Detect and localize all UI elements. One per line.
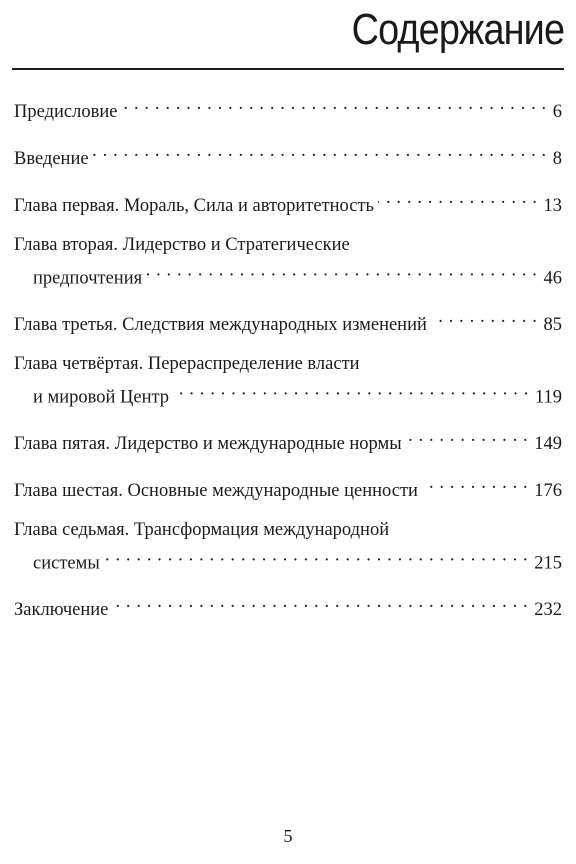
toc-entry-title: Глава пятая. Лидерство и международные нормы bbox=[14, 433, 402, 455]
toc-entry-introduction bbox=[14, 139, 562, 173]
toc-entry-page: 149 bbox=[534, 433, 562, 455]
toc-entry-page: 46 bbox=[543, 268, 562, 289]
toc-entry-page: 13 bbox=[543, 195, 562, 217]
toc-entry-title: Глава первая. Мораль, Сила и авторитетность bbox=[14, 195, 374, 217]
toc-entry-preface bbox=[14, 92, 562, 126]
table-of-contents bbox=[14, 92, 562, 637]
toc-entry-title-line-1: Глава четвёртая. Перераспределение власти bbox=[14, 353, 360, 374]
dot-leader bbox=[173, 377, 529, 403]
toc-entry-title-line-1: Глава седьмая. Трансформация международной bbox=[14, 519, 390, 540]
dot-leader bbox=[121, 92, 546, 118]
toc-entry-chapter-6 bbox=[14, 471, 562, 505]
dot-leader bbox=[406, 424, 529, 450]
toc-entry-page: 6 bbox=[552, 101, 562, 123]
toc-entry-title: Глава третья. Следствия международных изменений bbox=[14, 314, 427, 336]
toc-entry-chapter-2 bbox=[14, 232, 562, 291]
toc-entry-title: Предисловие bbox=[14, 101, 118, 123]
toc-entry-chapter-7 bbox=[14, 517, 562, 576]
toc-entry-page: 215 bbox=[534, 553, 562, 574]
dot-leader bbox=[431, 305, 538, 331]
toc-entry-page: 119 bbox=[534, 387, 562, 408]
toc-entry-chapter-1 bbox=[14, 186, 562, 220]
toc-entry-title-line-2: и мировой Центр bbox=[33, 387, 170, 408]
toc-entry-title-line-1: Глава вторая. Лидерство и Стратегические bbox=[14, 234, 350, 255]
toc-entry-page: 85 bbox=[543, 314, 562, 336]
dot-leader bbox=[422, 471, 528, 497]
toc-entry-title: Заключение bbox=[14, 599, 109, 621]
page-number: 5 bbox=[283, 826, 293, 846]
toc-entry-title-line-2: предпочтения bbox=[33, 268, 143, 289]
dot-leader bbox=[104, 543, 528, 569]
toc-entry-conclusion bbox=[14, 590, 562, 624]
dot-leader bbox=[112, 590, 528, 616]
toc-entry-page: 232 bbox=[534, 599, 562, 621]
dot-leader bbox=[146, 258, 537, 284]
toc-entry-chapter-5 bbox=[14, 424, 562, 458]
toc-entry-chapter-3 bbox=[14, 305, 562, 339]
toc-entry-page: 8 bbox=[552, 148, 562, 170]
dot-leader bbox=[93, 139, 547, 165]
toc-entry-title-line-2: системы bbox=[33, 553, 100, 574]
toc-entry-chapter-4 bbox=[14, 351, 562, 410]
toc-entry-title: Глава шестая. Основные международные ценности bbox=[14, 480, 418, 502]
page-title: Содержание bbox=[351, 5, 564, 54]
toc-entry-title: Введение bbox=[14, 148, 89, 170]
dot-leader bbox=[378, 186, 538, 212]
toc-entry-page: 176 bbox=[534, 480, 562, 502]
title-rule bbox=[12, 68, 564, 70]
